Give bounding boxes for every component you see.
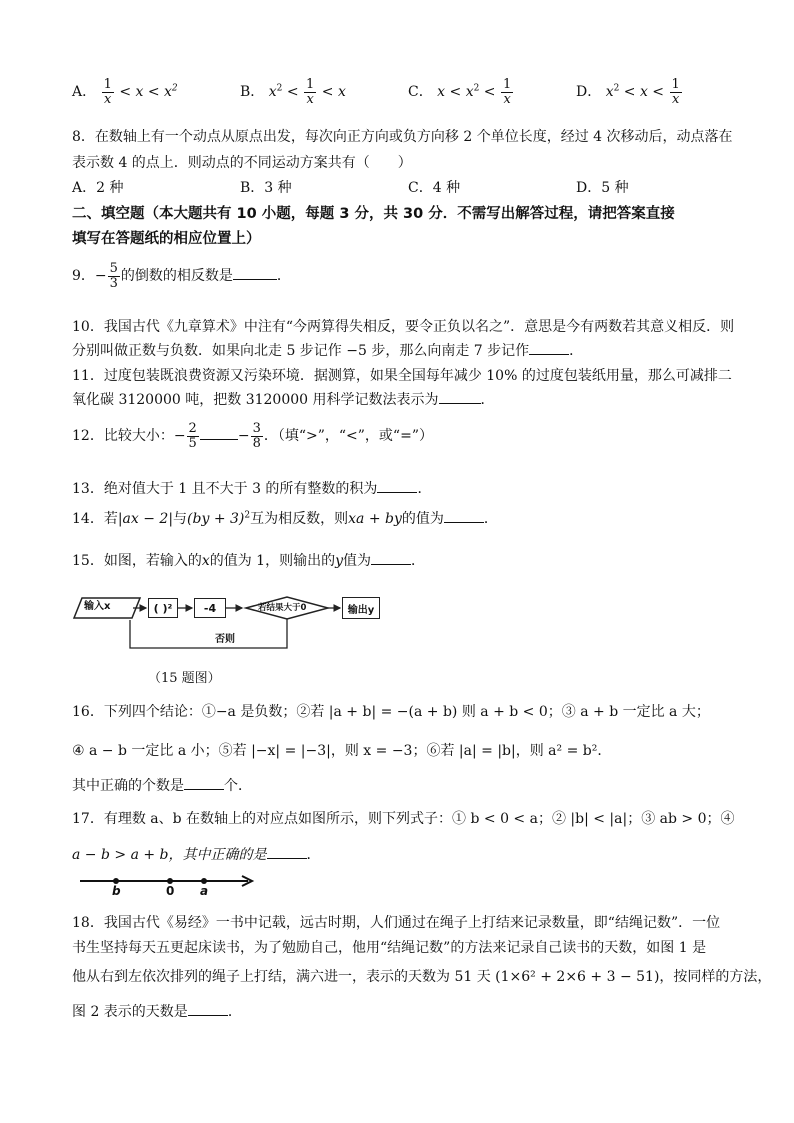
answer-blank[interactable] [529,354,569,355]
flowchart-decision-label: 若结果大于0 [258,603,307,613]
q8-line2: 表示数 4 的点上．则动点的不同运动方案共有（ ） [72,155,412,171]
flowchart-minus-box: -4 [194,598,226,618]
q16-line2: ④ a − b 一定比 a 小；⑤若 |−x| = |−3|，则 x = −3；⑥若 |a| = |b|，则 a² = b²． [72,743,612,759]
q18-line1: 18．我国古代《易经》一书中记载，远古时期，人们通过在绳子上打结来记录数量，即“结绳记数”．一位 [72,915,721,931]
figure-caption-15: （15 题图） [148,671,221,686]
q16-line1: 16．下列四个结论：①−a 是负数；②若 |a + b| = −(a + b) 则 a + b < 0；③ a + b 一定比 a 大； [72,704,710,720]
answer-blank[interactable] [184,789,224,790]
answer-blank[interactable] [444,522,484,523]
q8-option-b: B．3 种 [240,180,292,196]
question-13: 13．绝对值大于 1 且不大于 3 的所有整数的积为 ． [72,481,432,497]
label-zero: 0 [166,884,175,898]
question-9: 9．− $\frac{5}{3}$ 的倒数的相反数是 ． [72,261,291,291]
section-heading-line2: 填写在答题纸的相应位置上） [72,231,261,247]
q10-line2: 分别叫做正数与负数．如果向北走 5 步记作 −5 步，那么向南走 7 步记作 ． [72,343,584,359]
flowchart [70,592,380,656]
q11-line1: 11．过度包装既浪费资源又污染环境．据测算，如果全国每年减少 10% 的过度包装纸用量，那么可减排二 [72,368,732,384]
answer-blank[interactable] [377,492,417,493]
q7-option-a: A． $\frac{1}{x}$ < $x < x^2$ [72,77,178,107]
q8-option-a: A．2 种 [72,180,124,196]
q7-option-b: B． $x^2$ < $\frac{1}{x}$ < x [240,77,346,107]
answer-blank[interactable] [439,403,481,404]
flowchart-input-label: 输入x [84,601,111,612]
q16-line3: 其中正确的个数是 个． [72,778,252,794]
q8-line1: 8．在数轴上有一个动点从原点出发，每次向正方向或负方向移 2 个单位长度，经过 4 次移动后，动点落在 [72,129,733,145]
answer-blank[interactable] [233,279,277,280]
q7-option-d: D． $x^2 < x$ < $\frac{1}{x}$ [576,77,680,107]
q7-option-c: C． $x < x^2$ < $\frac{1}{x}$ [408,77,512,107]
question-14: 14．若|ax − 2|与(by + 3)$^2$互为相反数，则xa + by的值为 ． [72,510,498,527]
question-12: 12．比较大小：− $\frac{2}{5}$ − $\frac{3}{8}$ ．（填“>”，“<”，或“=”） [72,421,433,451]
q18-line2: 书生坚持每天五更起床读书，为了勉励自己，他用“结绳记数”的方法来记录自己读书的天数，如图 1 是 [72,940,707,956]
answer-blank[interactable] [200,439,238,440]
q17-line2: a − b > a + b，其中正确的是 ． [72,847,321,863]
q17-line1: 17．有理数 a、b 在数轴上的对应点如图所示，则下列式子：① b < 0 < a；② |b| < |a|；③ ab > 0；④ [72,811,735,827]
q11-line2: 氧化碳 3120000 吨，把数 3120000 用科学记数法表示为 ． [72,392,495,408]
answer-blank[interactable] [188,1015,228,1016]
q18-line4: 图 2 表示的天数是 ． [72,1004,242,1020]
flowchart-square-box: ( )² [148,598,178,618]
fraction: $\frac{1}{x}$ [103,77,112,107]
q18-line3: 他从右到左依次排列的绳子上打结，满六进一，表示的天数为 51 天 (1×6² + 2×6 + 3 − 51)，按同样的方法， [72,969,772,985]
fraction: $\frac{1}{x}$ [671,77,680,107]
label-a: a [200,884,209,898]
answer-blank[interactable] [267,858,307,859]
q8-option-d: D．5 种 [576,180,629,196]
fraction: $\frac{1}{x}$ [306,77,315,107]
question-15: 15．如图，若输入的x的值为 1，则输出的y值为 ． [72,553,426,569]
number-line [76,872,256,902]
label-b: b [112,884,121,898]
answer-blank[interactable] [371,564,411,565]
q10-line1: 10．我国古代《九章算术》中注有“今两算得失相反，要令正负以名之”．意思是今有两数若其意义相反．则 [72,319,735,335]
flowchart-output-box: 输出y [342,597,380,619]
fraction: $\frac{2}{5}$ [188,421,197,451]
fraction: $\frac{3}{8}$ [252,421,261,451]
flowchart-else-label: 否则 [215,634,235,645]
fraction: $\frac{1}{x}$ [502,77,512,107]
section-heading-line1: 二、填空题（本大题共有 10 小题，每题 3 分，共 30 分．不需写出解答过程，请把答案直接 [72,206,675,222]
q8-option-c: C．4 种 [408,180,461,196]
fraction: $\frac{5}{3}$ [109,261,118,291]
